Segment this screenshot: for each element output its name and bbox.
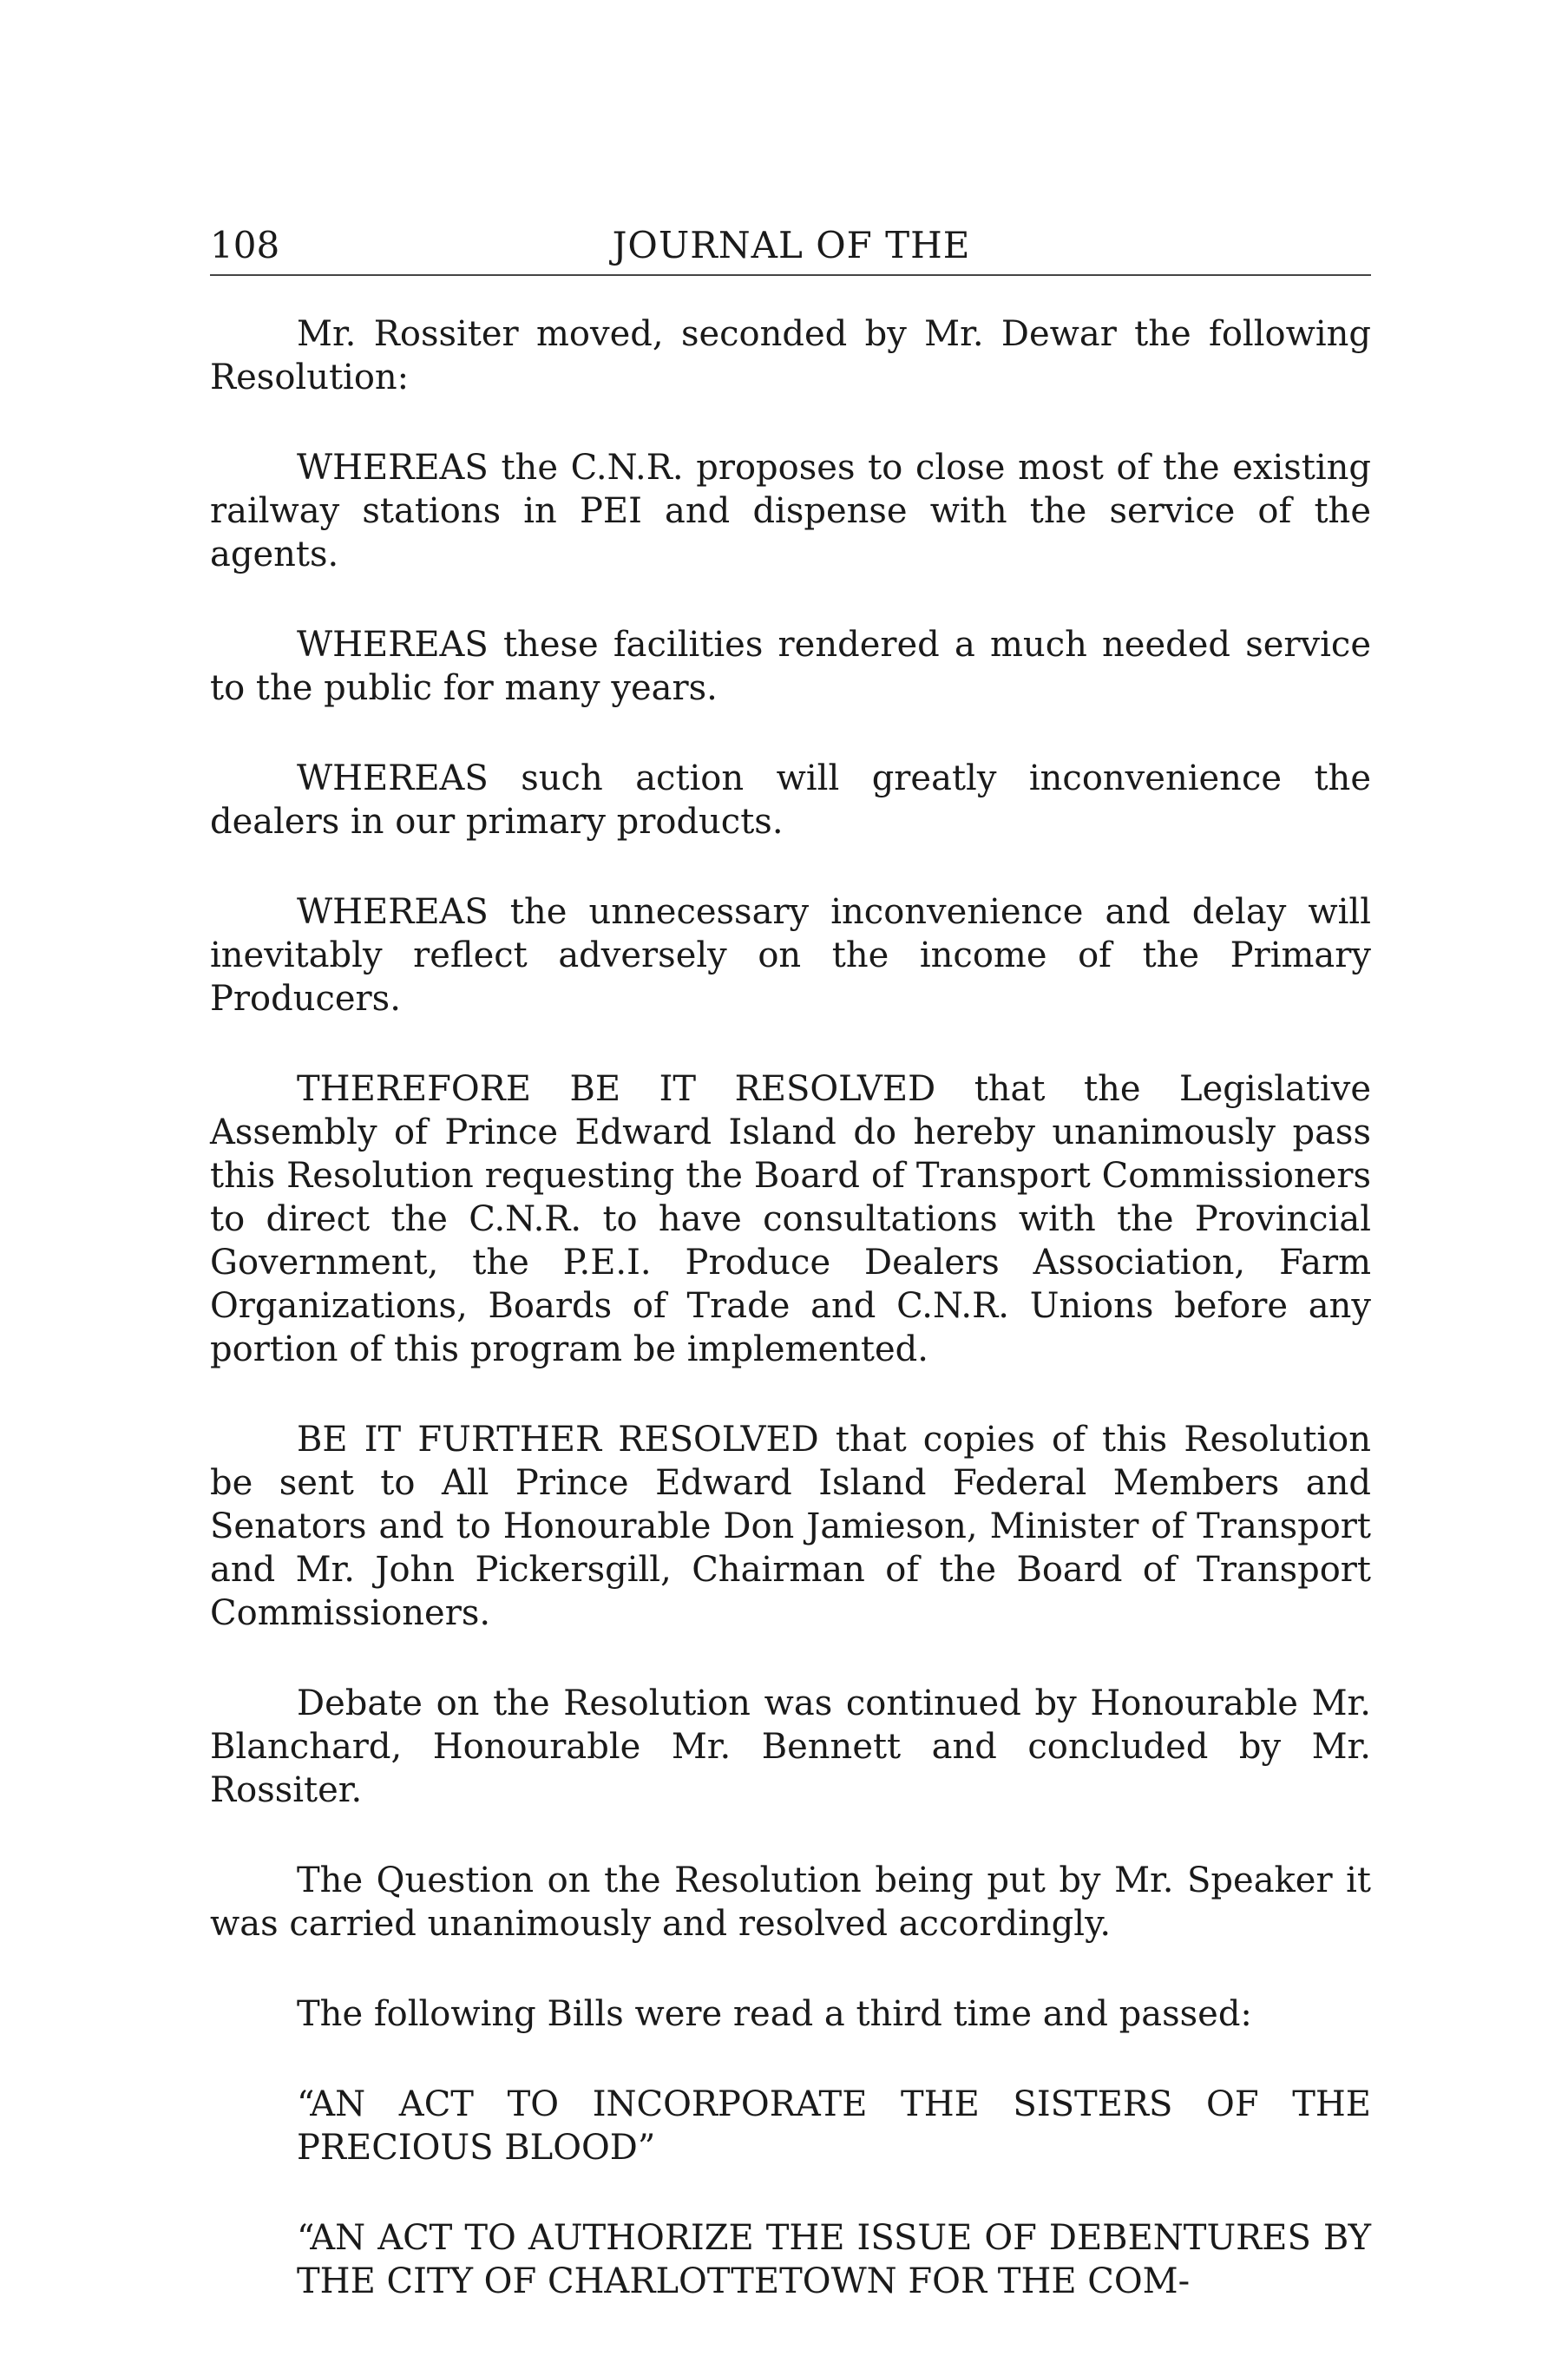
debate-paragraph: Debate on the Resolution was continued by Honourable Mr. Blanchard, Honourable Mr. Bennett and concluded by Mr. Rossiter. xyxy=(210,1683,1371,1810)
whereas-paragraph-3: WHEREAS such action will greatly inconvenience the dealers in our primary products. xyxy=(210,758,1371,842)
bills-intro-paragraph: The following Bills were read a third time and passed: xyxy=(297,1994,1252,2034)
body-text xyxy=(210,312,1371,2350)
whereas-paragraph-4: WHEREAS the unnecessary inconvenience and delay will inevitably reflect adversely on the income of the Primary Producers. xyxy=(210,892,1371,1019)
further-resolved-paragraph: BE IT FURTHER RESOLVED that copies of this Resolution be sent to All Prince Edward Island Federal Members and Senators and to Honourable Don Jamieson, Minister of Transport and Mr. John Pickersgill, Chairman of the Board of Transport Commissioners. xyxy=(210,1420,1371,1633)
page-header xyxy=(210,215,1371,285)
bill-title-1: “AN ACT TO INCORPORATE THE SISTERS OF THE PRECIOUS BLOOD” xyxy=(297,2084,1371,2168)
header-rule xyxy=(210,274,1371,276)
running-head: JOURNAL OF THE xyxy=(612,224,971,266)
question-paragraph: The Question on the Resolution being put by Mr. Speaker it was carried unanimously and resolved accordingly. xyxy=(210,1861,1371,1944)
motion-paragraph: Mr. Rossiter moved, seconded by Mr. Dewar the following Resolution: xyxy=(210,314,1371,397)
bill-title-2: “AN ACT TO AUTHORIZE THE ISSUE OF DEBENTURES BY THE CITY OF CHARLOTTETOWN FOR THE COM- xyxy=(297,2218,1371,2301)
resolved-paragraph: THEREFORE BE IT RESOLVED that the Legislative Assembly of Prince Edward Island do hereby unanimously pass this Resolution requesting the Board of Transport Commissioners to direct the C.N.R. to have consultations with the Provincial Government, the P.E.I. Produce Dealers Association, Farm Organizations, Boards of Trade and C.N.R. Unions before any portion of this program be implemented. xyxy=(210,1069,1371,1369)
whereas-paragraph-2: WHEREAS these facilities rendered a much needed service to the public for many years. xyxy=(210,625,1371,708)
page-number: 108 xyxy=(210,224,280,266)
whereas-paragraph-1: WHEREAS the C.N.R. proposes to close most of the existing railway stations in PEI and dispense with the service of the agents. xyxy=(210,448,1371,574)
